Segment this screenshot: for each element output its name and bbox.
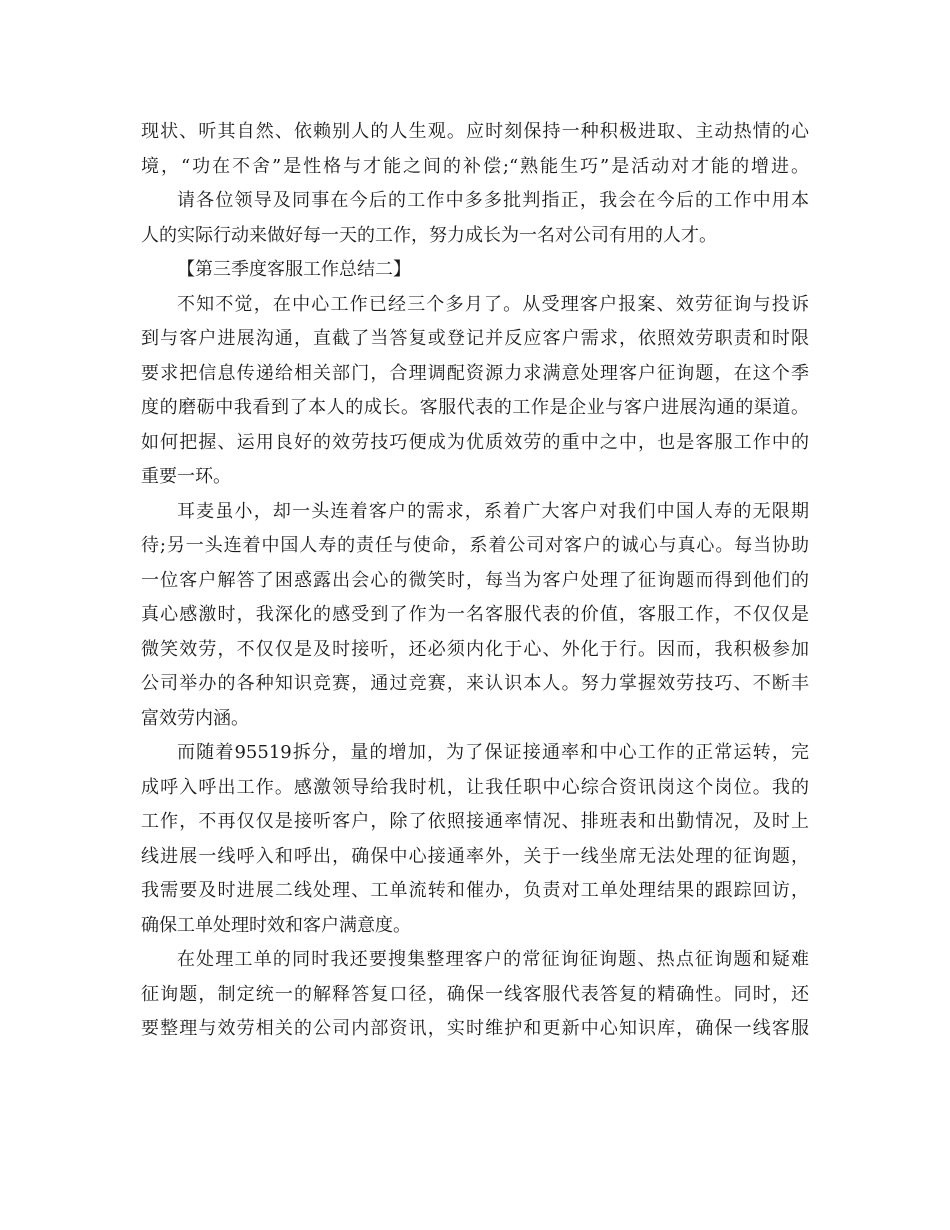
text-line: 公司举办的各种知识竞赛，通过竞赛，来认识本人。努力掌握效劳技巧、不断丰 xyxy=(141,673,809,694)
paragraph-start-line: 而随着95519拆分，量的增加，为了保证接通率和中心工作的正常运转，完 xyxy=(177,742,809,763)
text-line: 真心感激时，我深化的感受到了作为一名客服代表的价值，客服工作，不仅仅是 xyxy=(141,604,809,625)
text-line: 如何把握、运用良好的效劳技巧便成为优质效劳的重中之中，也是客服工作中的 xyxy=(141,431,809,453)
text-line: 待;另一头连着中国人寿的责任与使命，系着公司对客户的诚心与真心。每当协助 xyxy=(141,535,809,556)
text-line: 要求把信息传递给相关部门，合理调配资源力求满意处理客户征询题，在这个季 xyxy=(141,362,809,384)
paragraph-start-line: 在处理工单的同时我还要搜集整理客户的常征询征询题、热点征询题和疑难 xyxy=(177,949,809,970)
text-line: 到与客户进展沟通，直截了当答复或登记并反应客户需求，依照效劳职责和时限 xyxy=(141,328,809,349)
text-line: 境，“功在不舍”是性格与才能之间的补偿;“熟能生巧”是活动对才能的增进。 xyxy=(141,155,809,177)
section-heading: 【第三季度客服工作总结二】 xyxy=(177,259,411,280)
text-line: 富效劳内涵。 xyxy=(141,707,249,729)
text-line: 现状、听其自然、依赖别人的人生观。应时刻保持一种积极进取、主动热情的心 xyxy=(141,121,809,142)
text-line: 工作，不再仅仅是接听客户，除了依照接通率情况、排班表和出勤情况，及时上 xyxy=(141,811,809,832)
text-line: 人的实际行动来做好每一天的工作，努力成长为一名对公司有用的人才。 xyxy=(141,224,717,246)
paragraph-start-line: 耳麦虽小，却一头连着客户的需求，系着广大客户对我们中国人寿的无限期 xyxy=(177,500,809,522)
text-line: 重要一环。 xyxy=(141,466,231,487)
document-body xyxy=(141,115,809,1047)
text-line: 我需要及时进展二线处理、工单流转和催办，负责对工单处理结果的跟踪回访， xyxy=(141,880,809,901)
text-line: 线进展一线呼入和呼出，确保中心接通率外，关于一线坐席无法处理的征询题， xyxy=(141,845,809,867)
text-line: 确保工单处理时效和客户满意度。 xyxy=(141,914,411,936)
paragraph-start-line: 请各位领导及同事在今后的工作中多多批判指正，我会在今后的工作中用本 xyxy=(177,190,809,211)
text-line: 一位客户解答了困惑露出会心的微笑时，每当为客户处理了征询题而得到他们的 xyxy=(141,569,809,591)
text-line: 成呼入呼出工作。感激领导给我时机，让我任职中心综合资讯岗这个岗位。我的 xyxy=(141,776,809,798)
text-line: 要整理与效劳相关的公司内部资讯，实时维护和更新中心知识库，确保一线客服 xyxy=(141,1018,809,1039)
text-line: 度的磨砺中我看到了本人的成长。客服代表的工作是企业与客户进展沟通的渠道。 xyxy=(141,397,809,418)
paragraph-start-line: 不知不觉，在中心工作已经三个多月了。从受理客户报案、效劳征询与投诉 xyxy=(177,293,809,315)
text-line: 微笑效劳，不仅仅是及时接听，还必须内化于心、外化于行。因而，我积极参加 xyxy=(141,638,809,660)
text-line: 征询题，制定统一的解释答复口径，确保一线客服代表答复的精确性。同时，还 xyxy=(141,983,809,1005)
